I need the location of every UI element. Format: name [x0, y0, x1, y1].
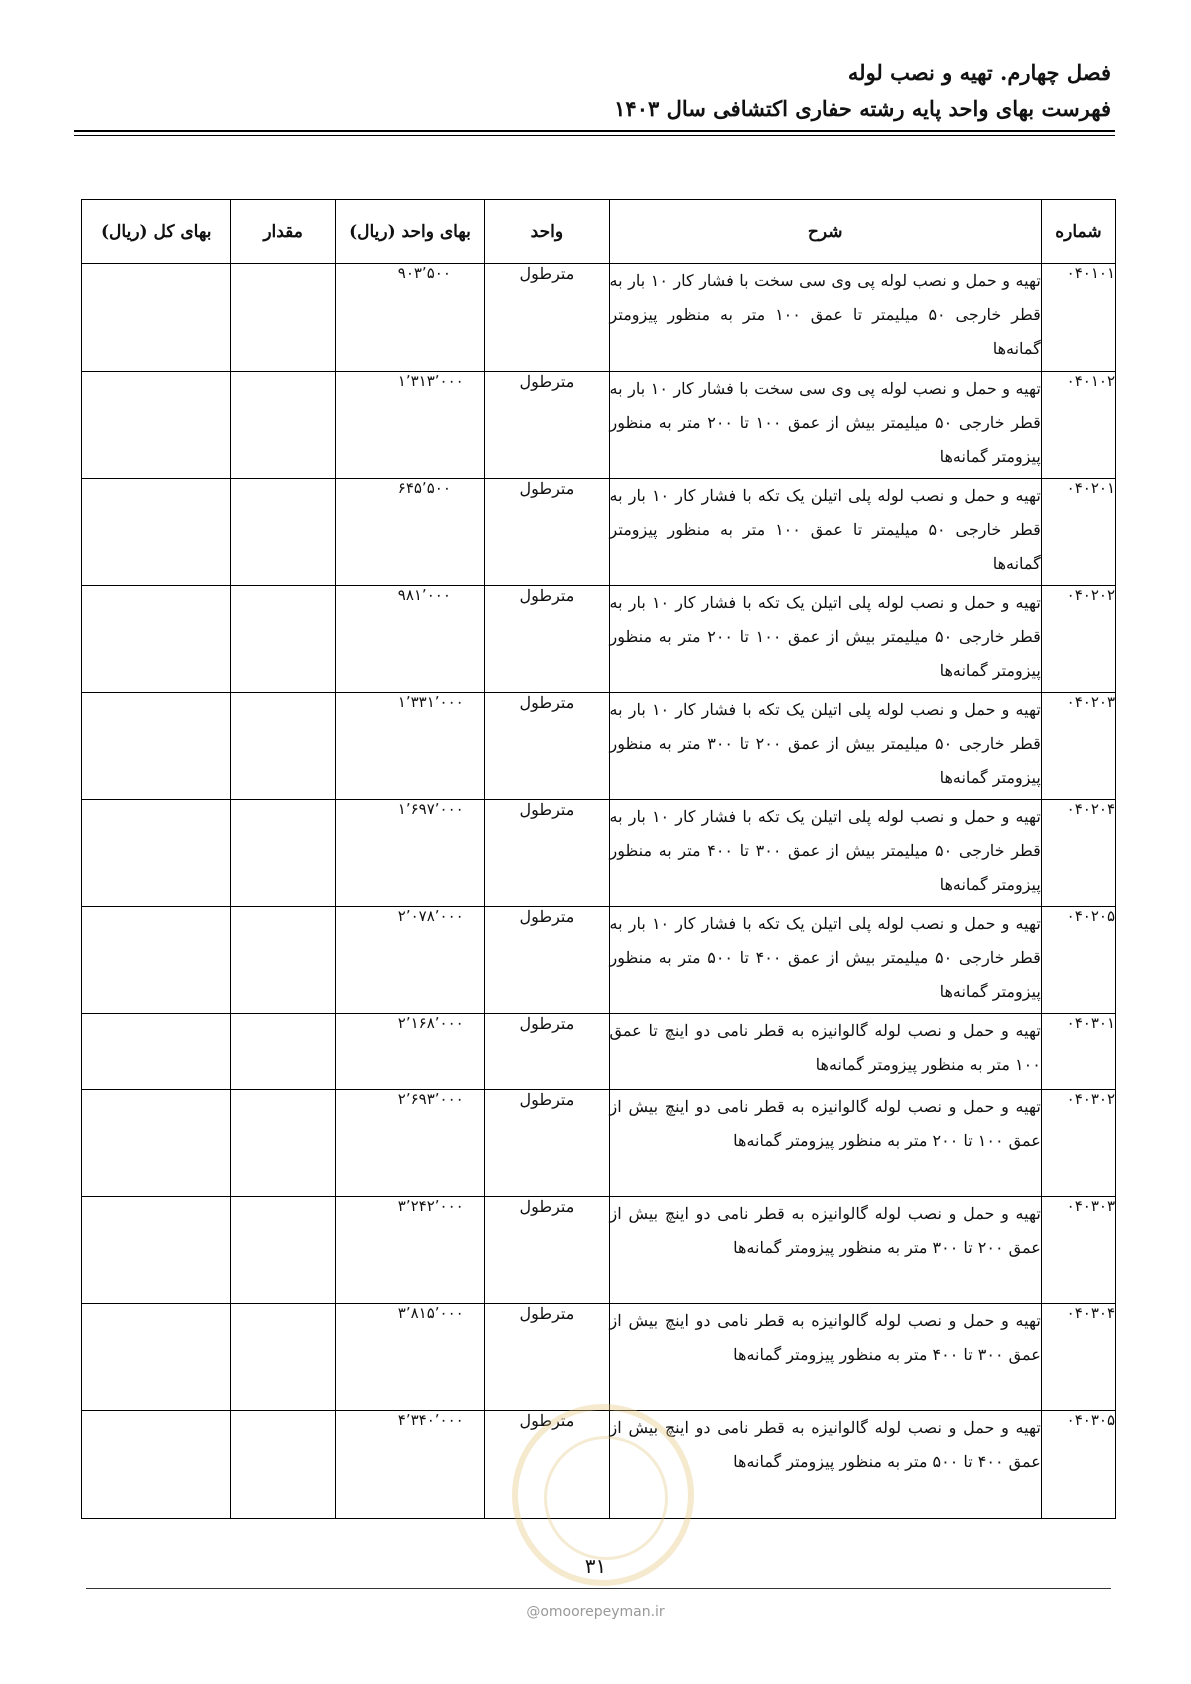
item-description: تهیه و حمل و نصب لوله گالوانیزه به قطر نامی دو اینچ بیش از عمق ۱۰۰ تا ۲۰۰ متر به منظور پیزومتر گمانه‌ها — [609, 1090, 1041, 1197]
item-unit-price — [335, 479, 484, 586]
item-unit-price — [335, 1411, 484, 1519]
item-total-price — [82, 586, 231, 693]
item-total-price — [82, 1411, 231, 1519]
item-quantity — [231, 479, 335, 586]
item-unit-price — [335, 1014, 484, 1090]
unit-price-value: ۲٬۰۷۸٬۰۰۰ — [397, 907, 464, 925]
table-row — [82, 479, 1116, 586]
item-description: تهیه و حمل و نصب لوله پی وی سی سخت با فشار کار ۱۰ بار به قطر خارجی ۵۰ میلیمتر تا عمق ۱۰۰ متر به منظور پیزومتر گمانه‌ها — [609, 264, 1041, 372]
item-number: ۰۴۰۲۰۱ — [1041, 479, 1115, 586]
item-unit-price — [335, 800, 484, 907]
item-number: ۰۴۰۲۰۵ — [1041, 907, 1115, 1014]
item-unit-price — [335, 1304, 484, 1411]
item-unit: مترطول — [485, 1090, 609, 1197]
item-number: ۰۴۰۲۰۴ — [1041, 800, 1115, 907]
item-total-price — [82, 372, 231, 479]
table-row — [82, 586, 1116, 693]
item-number: ۰۴۰۳۰۴ — [1041, 1304, 1115, 1411]
item-unit-price — [335, 1090, 484, 1197]
item-description: تهیه و حمل و نصب لوله پی وی سی سخت با فشار کار ۱۰ بار به قطر خارجی ۵۰ میلیمتر بیش از عمق ۱۰۰ تا ۲۰۰ متر به منظور پیزومتر گمانه‌ها — [609, 372, 1041, 479]
header-unit: واحد — [485, 200, 609, 264]
table-row — [82, 800, 1116, 907]
unit-price-value: ۱٬۳۳۱٬۰۰۰ — [397, 693, 464, 711]
chapter-title: فصل چهارم. تهیه و نصب لوله — [847, 60, 1111, 85]
item-quantity — [231, 1014, 335, 1090]
header-number: شماره — [1041, 200, 1115, 264]
item-quantity — [231, 264, 335, 372]
unit-price-value: ۳٬۲۴۲٬۰۰۰ — [397, 1197, 464, 1215]
unit-price-value: ۹۸۱٬۰۰۰ — [397, 586, 451, 604]
header-quantity: مقدار — [231, 200, 335, 264]
header-unit-price: بهای واحد (ریال) — [335, 200, 484, 264]
unit-price-value: ۱٬۶۹۷٬۰۰۰ — [397, 800, 464, 818]
item-number: ۰۴۰۳۰۲ — [1041, 1090, 1115, 1197]
website-watermark: @omoorepeyman.ir — [526, 1604, 665, 1620]
item-total-price — [82, 1304, 231, 1411]
table-row — [82, 1090, 1116, 1197]
item-total-price — [82, 1014, 231, 1090]
unit-price-value: ۱٬۳۱۳٬۰۰۰ — [397, 372, 464, 390]
table-row — [82, 264, 1116, 372]
item-unit: مترطول — [485, 1197, 609, 1304]
unit-price-value: ۴٬۳۴۰٬۰۰۰ — [397, 1411, 464, 1429]
unit-price-value: ۲٬۱۶۸٬۰۰۰ — [397, 1014, 464, 1032]
item-unit: مترطول — [485, 264, 609, 372]
item-unit: مترطول — [485, 586, 609, 693]
unit-price-value: ۹۰۳٬۵۰۰ — [397, 264, 451, 282]
table-row — [82, 1014, 1116, 1090]
item-unit: مترطول — [485, 693, 609, 800]
item-quantity — [231, 1090, 335, 1197]
item-quantity — [231, 1411, 335, 1519]
item-unit: مترطول — [485, 1411, 609, 1519]
item-unit: مترطول — [485, 1014, 609, 1090]
unit-price-value: ۲٬۶۹۳٬۰۰۰ — [397, 1090, 464, 1108]
item-number: ۰۴۰۳۰۱ — [1041, 1014, 1115, 1090]
item-number: ۰۴۰۱۰۲ — [1041, 372, 1115, 479]
item-number: ۰۴۰۲۰۲ — [1041, 586, 1115, 693]
item-description: تهیه و حمل و نصب لوله گالوانیزه به قطر نامی دو اینچ تا عمق ۱۰۰ متر به منظور پیزومتر گمانه‌ها — [609, 1014, 1041, 1090]
document-subtitle: فهرست بهای واحد پایه رشته حفاری اکتشافی سال ۱۴۰۳ — [614, 96, 1111, 121]
item-total-price — [82, 1197, 231, 1304]
footer-rule — [86, 1588, 1111, 1589]
item-quantity — [231, 800, 335, 907]
table-header-row — [82, 200, 1116, 264]
item-description: تهیه و حمل و نصب لوله پلی اتیلن یک تکه با فشار کار ۱۰ بار به قطر خارجی ۵۰ میلیمتر تا عمق ۱۰۰ متر به منظور پیزومتر گمانه‌ها — [609, 479, 1041, 586]
unit-price-value: ۶۴۵٬۵۰۰ — [397, 479, 451, 497]
table-row — [82, 1197, 1116, 1304]
item-unit: مترطول — [485, 1304, 609, 1411]
item-total-price — [82, 1090, 231, 1197]
item-quantity — [231, 586, 335, 693]
item-number: ۰۴۰۲۰۳ — [1041, 693, 1115, 800]
item-quantity — [231, 372, 335, 479]
price-list-table — [81, 199, 1116, 1519]
item-unit-price — [335, 264, 484, 372]
unit-price-value: ۳٬۸۱۵٬۰۰۰ — [397, 1304, 464, 1322]
item-total-price — [82, 479, 231, 586]
header-rule — [74, 130, 1115, 132]
item-unit-price — [335, 586, 484, 693]
header-description: شرح — [609, 200, 1041, 264]
item-total-price — [82, 693, 231, 800]
item-unit: مترطول — [485, 372, 609, 479]
page-number: ۳۱ — [584, 1554, 607, 1578]
item-description: تهیه و حمل و نصب لوله گالوانیزه به قطر نامی دو اینچ بیش از عمق ۲۰۰ تا ۳۰۰ متر به منظور پیزومتر گمانه‌ها — [609, 1197, 1041, 1304]
header-total-price: بهای کل (ریال) — [82, 200, 231, 264]
item-unit: مترطول — [485, 800, 609, 907]
item-number: ۰۴۰۱۰۱ — [1041, 264, 1115, 372]
table-row — [82, 1304, 1116, 1411]
item-description: تهیه و حمل و نصب لوله پلی اتیلن یک تکه با فشار کار ۱۰ بار به قطر خارجی ۵۰ میلیمتر بیش از عمق ۲۰۰ تا ۳۰۰ متر به منظور پیزومتر گمانه‌ها — [609, 693, 1041, 800]
header-rule-thin — [74, 135, 1115, 136]
item-description: تهیه و حمل و نصب لوله گالوانیزه به قطر نامی دو اینچ بیش از عمق ۴۰۰ تا ۵۰۰ متر به منظور پیزومتر گمانه‌ها — [609, 1411, 1041, 1519]
item-description: تهیه و حمل و نصب لوله پلی اتیلن یک تکه با فشار کار ۱۰ بار به قطر خارجی ۵۰ میلیمتر بیش از عمق ۳۰۰ تا ۴۰۰ متر به منظور پیزومتر گمانه‌ها — [609, 800, 1041, 907]
item-number: ۰۴۰۳۰۵ — [1041, 1411, 1115, 1519]
item-unit-price — [335, 907, 484, 1014]
item-unit-price — [335, 1197, 484, 1304]
item-total-price — [82, 800, 231, 907]
table-row — [82, 907, 1116, 1014]
table-row — [82, 693, 1116, 800]
item-quantity — [231, 1197, 335, 1304]
item-total-price — [82, 907, 231, 1014]
item-unit: مترطول — [485, 479, 609, 586]
item-quantity — [231, 693, 335, 800]
item-description: تهیه و حمل و نصب لوله پلی اتیلن یک تکه با فشار کار ۱۰ بار به قطر خارجی ۵۰ میلیمتر بیش از عمق ۴۰۰ تا ۵۰۰ متر به منظور پیزومتر گمانه‌ها — [609, 907, 1041, 1014]
item-description: تهیه و حمل و نصب لوله پلی اتیلن یک تکه با فشار کار ۱۰ بار به قطر خارجی ۵۰ میلیمتر بیش از عمق ۱۰۰ تا ۲۰۰ متر به منظور پیزومتر گمانه‌ها — [609, 586, 1041, 693]
item-unit-price — [335, 693, 484, 800]
item-quantity — [231, 1304, 335, 1411]
item-description: تهیه و حمل و نصب لوله گالوانیزه به قطر نامی دو اینچ بیش از عمق ۳۰۰ تا ۴۰۰ متر به منظور پیزومتر گمانه‌ها — [609, 1304, 1041, 1411]
item-total-price — [82, 264, 231, 372]
item-quantity — [231, 907, 335, 1014]
item-number: ۰۴۰۳۰۳ — [1041, 1197, 1115, 1304]
page-header — [614, 58, 1111, 124]
item-unit: مترطول — [485, 907, 609, 1014]
item-unit-price — [335, 372, 484, 479]
table-row — [82, 372, 1116, 479]
